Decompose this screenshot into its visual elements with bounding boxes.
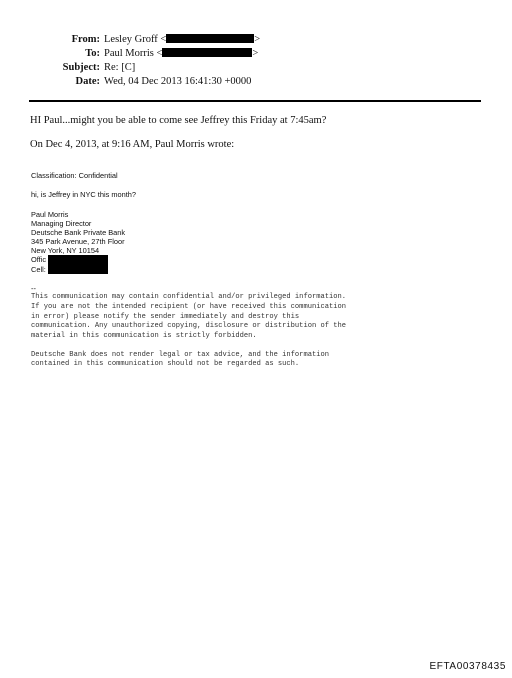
signature-separator: -- xyxy=(31,284,36,293)
signature-line: Deutsche Bank Private Bank xyxy=(31,228,126,237)
signature-line: Paul Morris xyxy=(31,210,69,219)
subject-value-cell xyxy=(104,61,135,75)
subject-label: Subject: xyxy=(62,62,100,73)
to-value-cell xyxy=(104,47,258,61)
quote-intro: On Dec 4, 2013, at 9:16 AM, Paul Morris wrote: xyxy=(30,139,235,150)
reply-text: HI Paul...might you be able to come see Jeffrey this Friday at 7:45am? xyxy=(30,115,327,126)
disclaimer-line: This communication may contain confidential and/or privileged information. xyxy=(31,293,347,301)
disclaimer-line: material in this communication is strictly forbidden. xyxy=(31,332,257,340)
subject-label-cell xyxy=(0,61,100,75)
from-label-cell xyxy=(0,33,100,47)
date-value-cell xyxy=(104,75,251,89)
from-label: From: xyxy=(71,34,100,45)
date-label-cell xyxy=(0,75,100,89)
from-value-cell xyxy=(104,33,260,47)
from-value: Lesley Groff < xyxy=(104,34,167,45)
disclaimer-line: contained in this communication should not be regarded as such. xyxy=(31,360,300,368)
cell-line xyxy=(31,265,46,274)
disclaimer-line: Deutsche Bank does not render legal or tax advice, and the information xyxy=(31,351,329,359)
to-label-cell xyxy=(0,47,100,61)
disclaimer-line: in error) please notify the sender immediately and destroy this xyxy=(31,313,300,321)
disclaimer-line: If you are not the intended recipient (or have received this communication xyxy=(31,303,347,311)
to-value: Paul Morris < xyxy=(104,48,163,59)
date-value: Wed, 04 Dec 2013 16:41:30 +0000 xyxy=(104,76,252,87)
classification-line: Classification: Confidential xyxy=(31,171,118,180)
cell-label: Cell: xyxy=(31,265,46,274)
document-id: EFTA00378435 xyxy=(429,661,506,672)
to-label: To: xyxy=(85,48,100,59)
to-close: > xyxy=(252,48,259,59)
redaction-box xyxy=(162,48,252,57)
redaction-box xyxy=(48,255,108,274)
signature-line: Managing Director xyxy=(31,219,92,228)
office-label: Offic xyxy=(31,255,47,264)
redaction-box xyxy=(166,34,254,43)
quoted-question: hi, is Jeffrey in NYC this month? xyxy=(31,190,137,199)
date-label: Date: xyxy=(75,76,100,87)
signature-line: 345 Park Avenue, 27th Floor xyxy=(31,237,125,246)
header-divider xyxy=(29,100,481,102)
disclaimer-line: communication. Any unauthorized copying, disclosure or distribution of the xyxy=(31,322,347,330)
subject-value: Re: [C] xyxy=(104,62,136,73)
office-line xyxy=(31,255,46,264)
from-close: > xyxy=(254,34,261,45)
signature-line: New York, NY 10154 xyxy=(31,246,100,255)
